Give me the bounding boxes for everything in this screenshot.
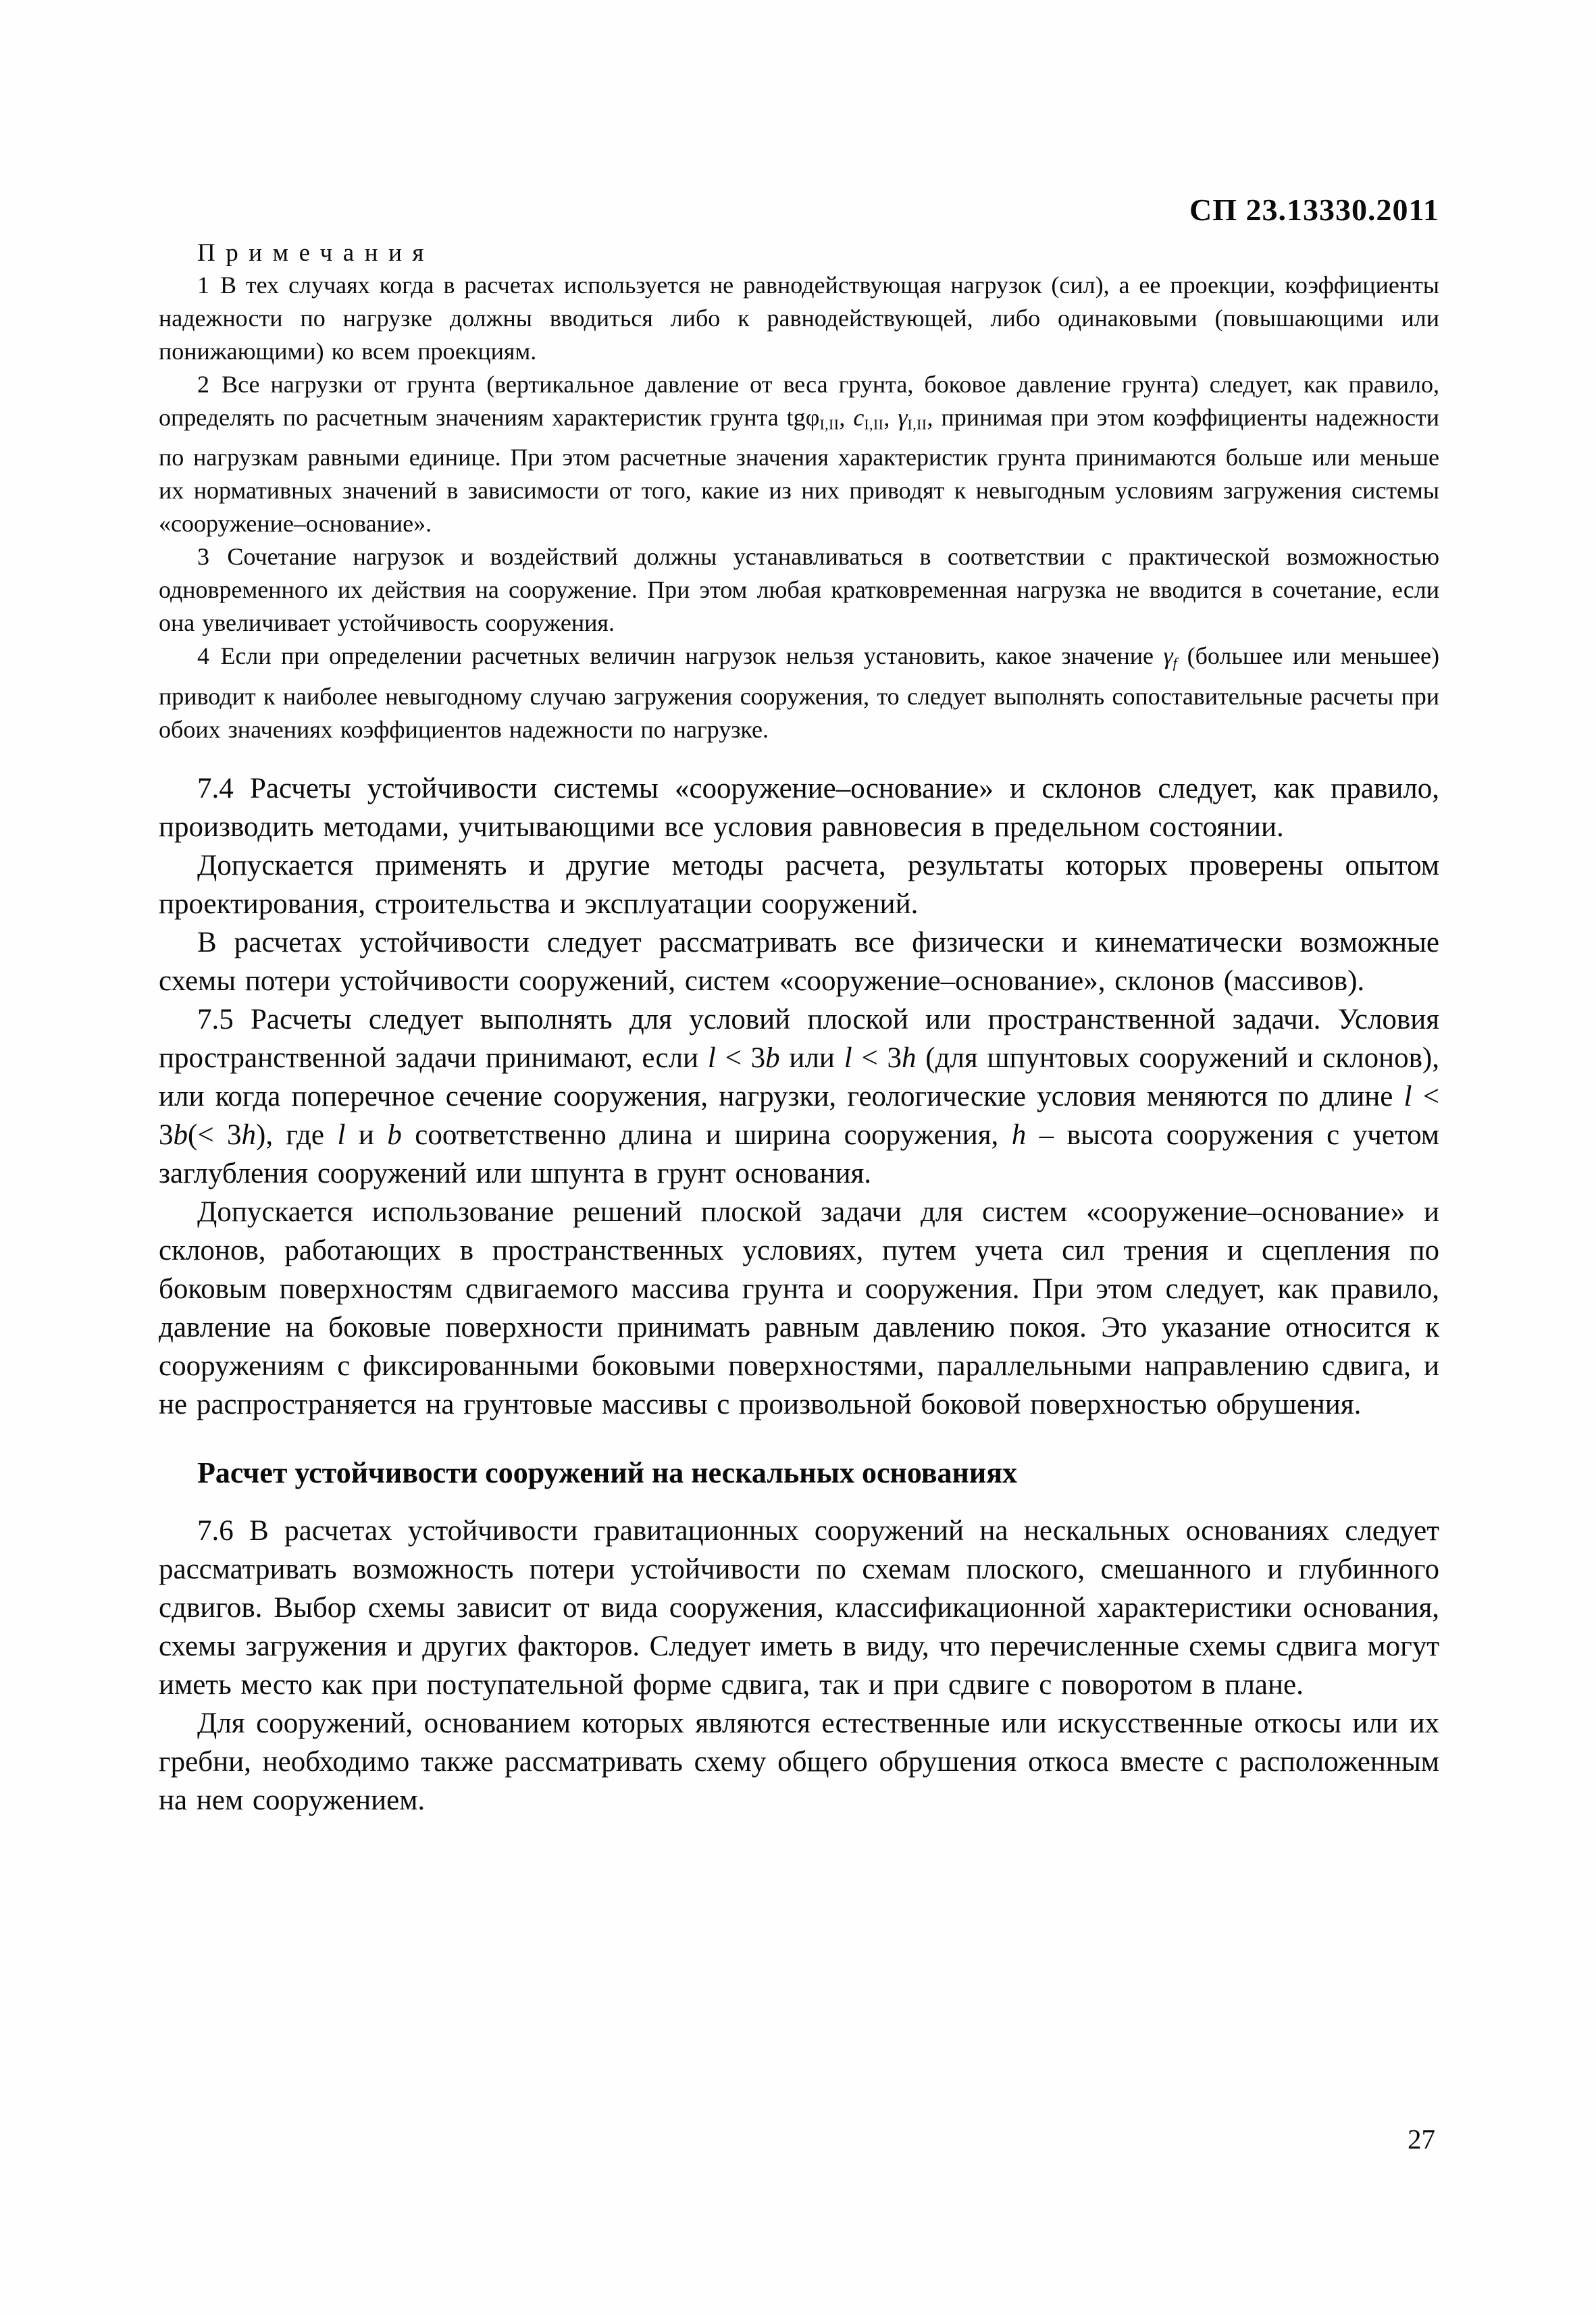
note-number-1: 1 (197, 272, 209, 299)
doc-code-header: СП 23.13330.2011 (1189, 192, 1439, 227)
note-item-1 (159, 269, 1439, 368)
section-heading: Расчет устойчивости сооружений на нескальных основаниях (197, 1456, 1017, 1489)
note-number-2: 2 (197, 371, 209, 398)
note-text-3: Сочетание нагрузок и воздействий должны устанавливаться в соответствии с практической возможностью одновременного их действия на сооружение. При этом любая кратковременная нагрузка не вводится в сочетание, если она увеличивает устойчивость сооружения. (159, 543, 1439, 637)
note-text-1: В тех случаях когда в расчетах используется не равнодействующая нагрузок (сил), а ее проекции, коэффициенты надежности по нагрузке должны вводиться либо к равнодействующей, либо одинаковыми (повышающими или понижающими) ко всем проекциям. (159, 272, 1439, 365)
paragraph-7-5-plane-solutions: Допускается использование решений плоской задачи для систем «сооружение–основание» и склонов, работающих в пространственных условиях, путем учета сил трения и сцепления по боковым поверхностям сдвигаемого массива грунта и сооружения. При этом следует, как правило, давление на боковые поверхности принимать равным давлению покоя. Это указание относится к сооружениям с фиксированными боковыми поверхностями, параллельными направлению сдвига, и не распространяется на грунтовые массивы с произвольной боковой поверхностью обрушения. (159, 1195, 1439, 1420)
note-item-4 (159, 640, 1439, 746)
note-item-3 (159, 540, 1439, 640)
note-text-4: Если при определении расчетных величин нагрузок нельзя установить, какое значение $\gamma_f$ (большее или меньшее) приводит к наиболее невыгодному случаю загружения сооружения, то следует выполнять сопоставительные расчеты при обоих значениях коэффициентов надежности по нагрузке. (159, 642, 1439, 743)
note-item-2 (159, 368, 1439, 540)
paragraph-7-4-schemes: В расчетах устойчивости следует рассматривать все физически и кинематически возможные схемы потери устойчивости сооружений, систем «сооружение–основание», склонов (массивов). (159, 926, 1439, 997)
note-number-4: 4 (197, 642, 209, 670)
body-section (159, 769, 1439, 1820)
page-content (159, 0, 1439, 1820)
page-number: 27 (1408, 2124, 1435, 2155)
paragraph-7-4: 7.4 Расчеты устойчивости системы «сооружение–основание» и склонов следует, как правило, производить методами, учитывающими все условия равновесия в предельном состоянии. (159, 772, 1439, 843)
paragraph-7-6: 7.6 В расчетах устойчивости гравитационных сооружений на нескальных основаниях следует рассматривать возможность потери устойчивости по схемам плоского, смешанного и глубинного сдвигов. Выбор схемы зависит от вида сооружения, классификационной характеристики основания, схемы загружения и других факторов. Следует иметь в виду, что перечисленные схемы сдвига могут иметь место как при поступательной форме сдвига, так и при сдвиге с поворотом в плане. (159, 1514, 1439, 1701)
note-number-3: 3 (197, 543, 209, 571)
note-text-2: Все нагрузки от грунта (вертикальное давление от веса грунта, боковое давление грунта) следует, как правило, определять по расчетным значениям характеристик грунта tgφ$_{I,II}$, $c_{I,II}$, $\gamma_{I,II}$, принимая при этом коэффициенты надежности по нагрузкам равными единице. При этом расчетные значения характеристик грунта принимаются больше или меньше их нормативных значений в зависимости от того, какие из них приводят к невыгодным условиям загружения системы «сооружение–основание». (159, 371, 1440, 538)
notes-title: Примечания (197, 239, 434, 267)
paragraph-7-4-note-methods: Допускается применять и другие методы расчета, результаты которых проверены опытом проектирования, строительства и эксплуатации сооружений. (159, 849, 1439, 920)
paragraph-7-5: 7.5 Расчеты следует выполнять для условий плоской или пространственной задачи. Условия пространственной задачи принимают, если l < 3b или l < 3h (для шпунтовых сооружений и склонов), или когда поперечное сечение сооружения, нагрузки, геологические условия меняются по длине l < 3b(< 3h), где l и b соответственно длина и ширина сооружения, h – высота сооружения с учетом заглубления сооружений или шпунта в грунт основания. (159, 1003, 1440, 1189)
paragraph-7-6-slopes: Для сооружений, основанием которых являются естественные или искусственные откосы или их гребни, необходимо также рассматривать схему общего обрушения откоса вместе с расположенным на нем сооружением. (159, 1707, 1439, 1816)
notes-section (159, 238, 1439, 746)
